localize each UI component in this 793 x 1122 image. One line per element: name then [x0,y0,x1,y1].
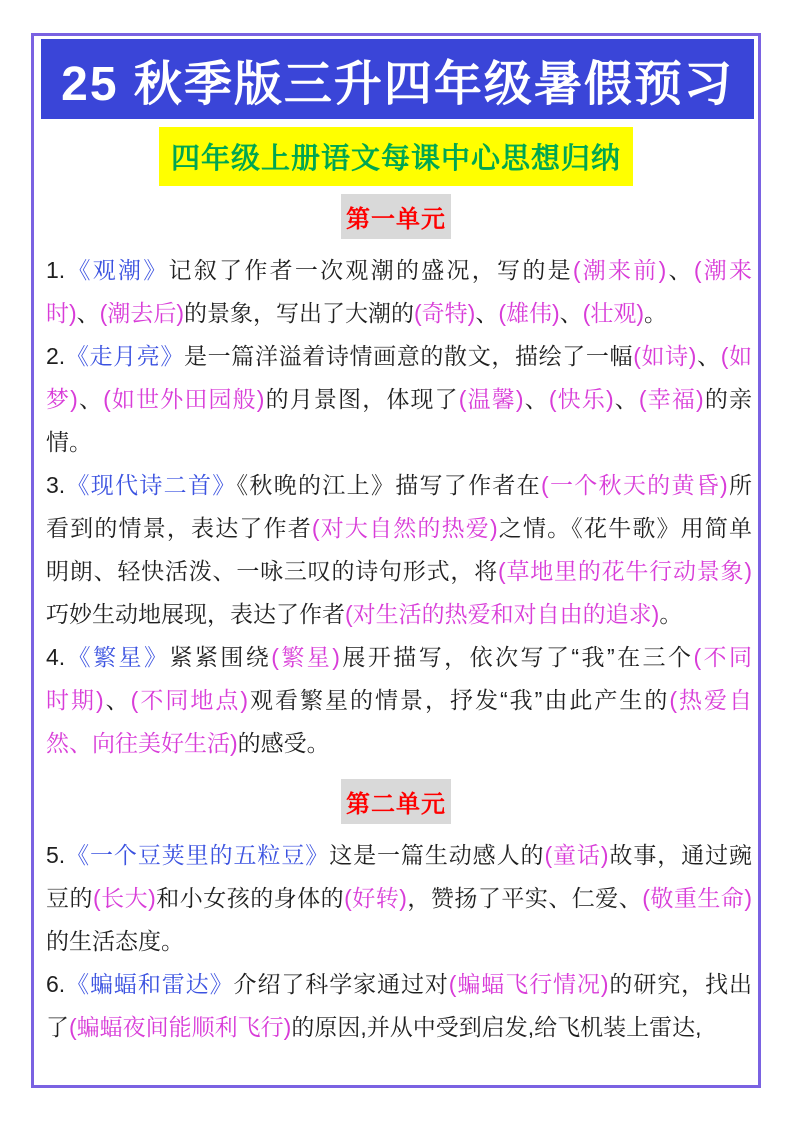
body-text: 看到的情景，表达了作者 [46,515,312,541]
answer-text: 梦) [46,386,78,412]
body-text: 、 [696,343,721,369]
page-border [31,33,761,1088]
book-title: 《繁星》 [65,644,170,670]
text-line [46,877,752,920]
answer-text: (潮去后) [99,300,184,326]
body-text: 2. [46,343,66,369]
answer-text: (蝙蝠夜间能顺利飞行) [69,1014,292,1040]
answer-text: (一个秋天的黄昏) [541,472,728,498]
answer-text: (如诗) [633,343,697,369]
text-line [46,636,752,679]
body-text: 的亲 [703,386,752,412]
answer-text: (童话) [544,842,609,868]
text-line [46,464,752,507]
text-line [46,1006,752,1049]
unit-heading: 第一单元 [341,194,451,239]
answer-text: (对大自然的热爱) [311,515,498,541]
unit-body [46,834,752,1049]
answer-text: (草地里的花牛行动景象) [498,558,752,584]
text-line [46,834,752,877]
body-text: 。 [643,300,667,326]
unit-body [46,249,752,765]
unit-heading-row [34,194,758,239]
body-text: 、 [613,386,639,412]
body-text: 的月景图，体现了 [264,386,459,412]
body-text: 。 [659,601,683,627]
body-text: 展开描写，依次写了“我”在三个 [339,644,694,670]
text-line [46,421,752,464]
body-text: 、 [76,300,100,326]
title-banner [41,39,754,119]
body-text: 故事，通过豌 [608,842,753,868]
subtitle-row [34,127,758,186]
answer-text: (壮观) [582,300,644,326]
body-text: 是一篇洋溢着诗情画意的散文，描绘了一幅 [184,343,634,369]
body-text: 紧紧围绕 [169,644,272,670]
answer-text: (不同 [693,644,752,670]
answer-text: (潮来 [693,257,753,283]
body-text: 记叙了作者一次观潮的盛况，写的是 [168,257,573,283]
book-title: 《观潮》 [65,257,169,283]
answer-text: (热爱自 [669,687,752,713]
book-title: 《一个豆荚里的五粒豆》 [65,842,330,868]
answer-text: (繁星) [271,644,340,670]
unit-heading: 第二单元 [341,779,451,824]
body-text: 明朗、轻快活泼、一咏三叹的诗句形式，将 [46,558,498,584]
body-text: 、 [77,386,104,412]
sections-container [34,194,758,1049]
body-text: 和小女孩的身体的 [155,885,345,911]
book-title: 《现代诗二首》 [65,472,237,498]
answer-text: (敬重生命) [642,885,753,911]
text-line [46,378,752,421]
answer-text: (好转) [344,885,407,911]
text-line [46,550,752,593]
body-text: 、 [523,386,549,412]
text-line [46,679,752,722]
text-line [46,335,752,378]
answer-text: 时期) [46,687,104,713]
text-line [46,722,752,765]
text-line [46,593,752,636]
answer-text: (幸福) [638,386,704,412]
body-text: 6. [46,971,66,997]
page-subtitle: 四年级上册语文每课中心思想归纳 [159,127,633,186]
answer-text: (长大) [92,885,156,911]
text-line [46,963,752,1006]
body-text: 、 [666,257,694,283]
book-title: 《蝙蝠和雷达》 [65,971,234,997]
body-text: 4. [46,644,66,670]
body-text: 了 [46,1014,69,1040]
answer-text: (雄伟) [498,300,560,326]
text-line [46,920,752,963]
body-text: 的原因,并从中受到启发,给飞机装上雷达, [291,1014,702,1040]
text-line [46,507,752,550]
answer-text: (温馨) [458,386,524,412]
body-text: 5. [46,842,66,868]
body-text: 的感受。 [237,730,330,756]
body-text: 3. [46,472,66,498]
answer-text: (不同地点) [130,687,248,713]
body-text: 所 [727,472,753,498]
answer-text: (奇特) [414,300,476,326]
body-text: 这是一篇生动感人的 [329,842,545,868]
answer-text: (对生活的热爱和对自由的追求) [345,601,660,627]
body-text: 、 [475,300,499,326]
body-text: 之情。《花牛歌》用简单 [497,515,753,541]
answer-text: 时) [46,300,77,326]
answer-text: (潮来前) [572,257,667,283]
body-text: 的研究，找出 [608,971,753,997]
answer-text: (蝙蝠飞行情况) [448,971,609,997]
body-text: 、 [103,687,131,713]
body-text: 的景象，写出了大潮的 [184,300,414,326]
answer-text: (如 [720,343,753,369]
book-title: 《走月亮》 [65,343,185,369]
text-line [46,249,752,292]
answer-text: (如世外田园般) [103,386,265,412]
page-title: 25 秋季版三升四年级暑假预习 [61,57,734,111]
answer-text: 然、向往美好生活) [46,730,238,756]
body-text: 巧妙生动地展现，表达了作者 [46,601,345,627]
body-text: 的生活态度。 [46,928,184,954]
body-text: 1. [46,257,66,283]
body-text: 豆的 [46,885,93,911]
body-text: ，赞扬了平实、仁爱、 [406,885,643,911]
body-text: 、 [559,300,583,326]
answer-text: (快乐) [548,386,614,412]
body-text: 介绍了科学家通过对 [233,971,449,997]
body-text: 情。 [46,429,92,455]
unit-heading-row [34,779,758,824]
body-text: 《秋晚的江上》描写了作者在 [236,472,541,498]
text-line [46,292,752,335]
body-text: 观看繁星的情景，抒发“我”由此产生的 [248,687,670,713]
